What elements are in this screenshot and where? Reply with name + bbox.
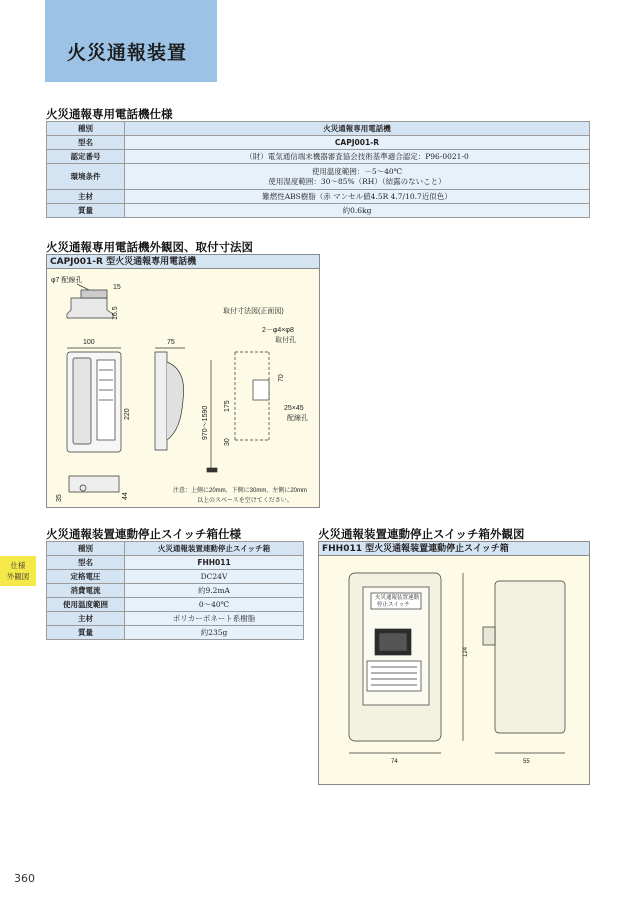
table-row	[47, 612, 304, 626]
phone-spec-table	[46, 121, 590, 218]
row-label: 質量	[47, 204, 125, 218]
dim-74: 74	[391, 759, 398, 765]
plate-line-2: 停止スイッチ	[377, 602, 410, 608]
row-label: 主材	[47, 612, 125, 626]
row-label: 種別	[47, 542, 125, 556]
row-label: 認定番号	[47, 150, 125, 164]
switch-drawing-title: 火災通報装置連動停止スイッチ箱外観図	[318, 527, 525, 541]
switch-drawing-panel	[318, 541, 590, 785]
panel-header: FHH011 型火災通報装置連動停止スイッチ箱	[319, 542, 589, 556]
row-value: 約9.2mA	[125, 584, 304, 598]
dim-124: 124	[463, 646, 469, 657]
note-line-1: 注意：上側に20mm、下側に30mm、左側に20mm	[173, 488, 308, 494]
table-row	[47, 626, 304, 640]
section-tab	[0, 556, 36, 586]
plate-line-1: 火災通報装置連動	[375, 595, 420, 601]
table-row	[47, 204, 590, 218]
row-label: 環境条件	[47, 164, 125, 190]
switch-spec-title: 火災通報装置連動停止スイッチ箱仕様	[46, 527, 242, 541]
switch-drawing	[319, 557, 589, 785]
row-label: 質量	[47, 626, 125, 640]
page-title: 火災通報装置	[67, 42, 188, 64]
table-row	[47, 122, 590, 136]
mount-holes-2: 取付孔	[275, 337, 296, 344]
table-row	[47, 542, 304, 556]
row-value: 難燃性ABS樹脂（赤 マンセル値4.5R 4.7/10.7近似色）	[125, 190, 590, 204]
dim-15: 15	[113, 284, 121, 291]
table-row	[47, 584, 304, 598]
dim-30: 30	[224, 438, 231, 446]
dim-35: 35	[56, 494, 63, 502]
note-line-2: 以上のスペースを空けてください。	[197, 498, 293, 504]
table-row	[47, 164, 590, 190]
label-hole: φ7 配線孔	[51, 277, 83, 284]
wire-hole-2: 配線孔	[287, 415, 308, 422]
table-row	[47, 190, 590, 204]
page-number: 360	[14, 872, 35, 885]
table-row	[47, 570, 304, 584]
panel-header: CAPJ001-R 型火災通報専用電話機	[47, 255, 319, 269]
row-label: 使用温度範囲	[47, 598, 125, 612]
row-label: 型名	[47, 136, 125, 150]
temp-range: 使用温度範囲：－5～40℃	[311, 166, 403, 176]
dim-220: 220	[124, 408, 131, 420]
row-value	[125, 164, 590, 190]
row-label: 消費電流	[47, 584, 125, 598]
row-label: 型名	[47, 556, 125, 570]
table-row	[47, 598, 304, 612]
mount-holes: 2－φ4×φ8	[262, 327, 294, 334]
row-value: 約0.6kg	[125, 204, 590, 218]
row-value: 約235g	[125, 626, 304, 640]
dim-970-1590: 970～1590	[202, 405, 209, 440]
dim-75: 75	[167, 339, 175, 346]
row-value: 0～40℃	[125, 598, 304, 612]
row-value: FHH011	[125, 556, 304, 570]
dim-175: 175	[224, 400, 231, 412]
table-row	[47, 136, 590, 150]
dim-55: 55	[523, 759, 530, 765]
row-value: DC24V	[125, 570, 304, 584]
humidity-range: 使用湿度範囲：30～85%（RH）（結露のないこと）	[268, 176, 446, 186]
phone-drawing	[47, 270, 319, 508]
tab-line-2: 外観図	[6, 572, 30, 581]
table-row	[47, 556, 304, 570]
phone-drawing-title: 火災通報専用電話機外観図、取付寸法図	[46, 240, 253, 254]
row-value: 火災通報専用電話機	[125, 122, 590, 136]
row-value: 火災通報装置連動停止スイッチ箱	[125, 542, 304, 556]
dim-70: 70	[278, 374, 285, 382]
row-value: （財）電気通信端末機器審査協会技術基準適合認定：P96-0021-0	[125, 150, 590, 164]
row-label: 定格電圧	[47, 570, 125, 584]
dim-16-5: 16.5	[112, 306, 119, 320]
phone-drawing-panel	[46, 254, 320, 508]
row-label: 主材	[47, 190, 125, 204]
dim-100: 100	[83, 339, 95, 346]
row-label: 種別	[47, 122, 125, 136]
row-value: ポリカーボネート系樹脂	[125, 612, 304, 626]
wire-hole: 25×45	[284, 405, 304, 412]
dim-44: 44	[122, 492, 129, 500]
mount-title: 取付寸法図(正面図)	[223, 308, 284, 315]
row-value: CAPJ001-R	[125, 136, 590, 150]
phone-spec-title: 火災通報専用電話機仕様	[46, 107, 173, 121]
switch-spec-table	[46, 541, 304, 640]
tab-line-1: 仕様	[10, 561, 26, 570]
table-row	[47, 150, 590, 164]
title-banner	[45, 0, 217, 82]
